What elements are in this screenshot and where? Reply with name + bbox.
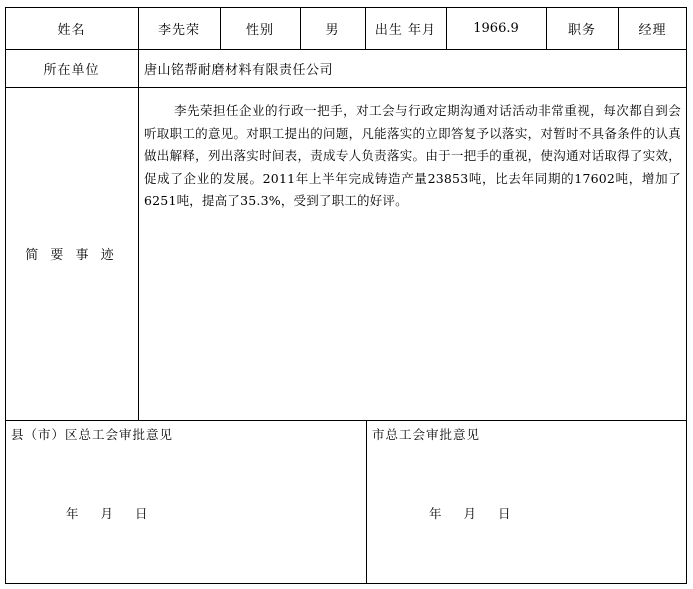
unit-label: 所在单位 [43,62,100,78]
birth-label: 出生 年月 [374,22,437,38]
city-month: 月 [463,506,477,521]
name-value: 李先荣 [157,22,200,38]
gender-value: 男 [325,22,340,38]
name-label: 姓名 [57,22,86,38]
county-approval-label: 县（市）区总工会审批意见 [11,427,174,442]
county-day: 日 [135,506,148,521]
county-date-line [66,504,148,522]
position-label: 职务 [567,22,596,38]
unit-value: 唐山铭帮耐磨材料有限责任公司 [144,62,334,78]
city-day: 日 [498,506,511,521]
city-date-line [429,504,511,522]
award-application-form [5,7,687,584]
county-month: 月 [100,506,114,521]
city-approval-label: 市总工会审批意见 [372,427,481,442]
city-year: 年 [429,506,442,521]
county-year: 年 [66,506,79,521]
position-value: 经理 [638,22,667,38]
birth-value: 1966.9 [473,20,519,36]
row-divider-3 [5,420,687,421]
summary-label: 简 要 事 迹 [25,248,118,263]
summary-text: 李先荣担任企业的行政一把手，对工会与行政定期沟通对话活动非常重视，每次都自到会听取职工的意见。对职工提出的问题，凡能落实的立即答复予以落实，对暂时不具备条件的认真做出解释，列出落实时间表，责成专人负责落实。由于一把手的重视，使沟通对话取得了实效，促成了企业的发展。2011年上半年完成铸造产量23853吨，比去年同期的17602吨，增加了6251吨，提高了35.3%，受到了职工的好评。 [144,103,681,209]
gender-label: 性别 [245,22,274,38]
approval-divider [366,420,367,584]
